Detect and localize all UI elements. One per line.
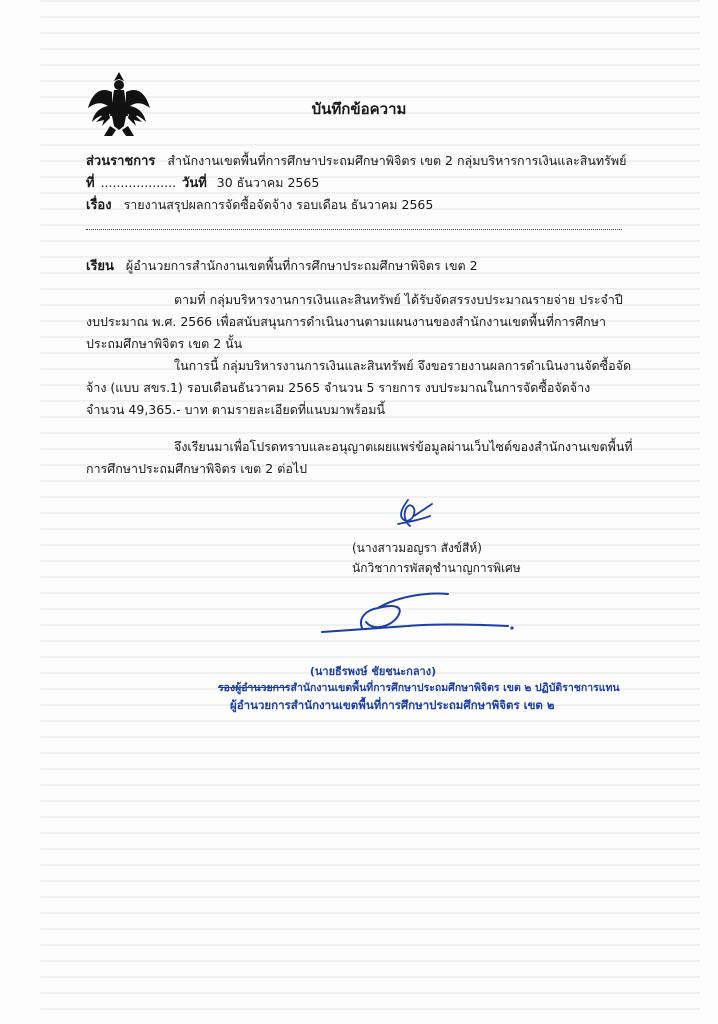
signature-1-icon xyxy=(388,494,438,532)
memo-title: บันทึกข้อความ xyxy=(311,100,407,118)
signer-2-name: (นายธีรพงษ์ ชัยชนะกลาง) xyxy=(309,665,437,678)
signature-2-icon xyxy=(318,588,518,640)
paragraph-closing xyxy=(86,436,646,480)
to-value: ผู้อำนวยการสำนักงานเขตพื้นที่การศึกษาประถมศึกษาพิจิตร เขต 2 xyxy=(125,258,478,273)
signer-1-position: นักวิชาการพัสดุชำนาญการพิเศษ xyxy=(352,561,521,575)
signer-2-position-2: ผู้อำนวยการสำนักงานเขตพื้นที่การศึกษาประถมศึกษาพิจิตร เขต ๒ xyxy=(230,698,555,712)
agency-value: สำนักงานเขตพื้นที่การศึกษาประถมศึกษาพิจิตร เขต 2 กลุ่มบริหารการเงินและสินทรัพย์ xyxy=(167,153,627,168)
subject-value: รายงานสรุปผลการจัดซื้อจัดจ้าง รอบเดือน ธันวาคม 2565 xyxy=(123,197,434,212)
reference-line xyxy=(86,172,319,193)
p2-line2: จ้าง (แบบ สขร.1) รอบเดือนธันวาคม 2565 จำนวน 5 รายการ งบประมาณในการจัดซื้อจัดจ้าง xyxy=(86,380,591,395)
ref-value: ................... xyxy=(100,175,177,190)
date-label: วันที่ xyxy=(182,176,207,191)
signer-2-underline xyxy=(218,687,288,688)
signer-2-position-1: รองผู้อำนวยการสำนักงานเขตพื้นที่การศึกษาประถมศึกษาพิจิตร เขต ๒ ปฏิบัติราชการแทน xyxy=(218,682,620,694)
to-label: เรียน xyxy=(86,259,114,274)
addressee-line xyxy=(86,255,478,276)
signer-2-block xyxy=(218,663,620,714)
p1-line2: งบประมาณ พ.ศ. 2566 เพื่อสนับสนุนการดำเนินงานตามแผนงานของสำนักงานเขตพื้นที่การศึกษา xyxy=(86,314,607,329)
agency-line xyxy=(86,150,626,171)
p1-line3: ประถมศึกษาพิจิตร เขต 2 นั้น xyxy=(86,336,243,351)
p2-line3: จำนวน 49,365.- บาท ตามรายละเอียดที่แนบมาพร้อมนี้ xyxy=(86,402,386,417)
subject-label: เรื่อง xyxy=(86,198,112,213)
p3-line2: การศึกษาประถมศึกษาพิจิตร เขต 2 ต่อไป xyxy=(86,461,308,476)
signer-1-block xyxy=(352,538,521,578)
subject-line xyxy=(86,194,433,215)
p1-line1: ตามที่ กลุ่มบริหารงานการเงินและสินทรัพย์ ได้รับจัดสรรงบประมาณรายจ่าย ประจำปี xyxy=(174,292,623,307)
signer-1-name: (นางสาวมอญรา สังข์สีห์) xyxy=(352,541,482,555)
p3-line1: จึงเรียนมาเพื่อโปรดทราบและอนุญาตเผยแพร่ข้อมูลผ่านเว็บไซต์ของสำนักงานเขตพื้นที่ xyxy=(174,439,633,454)
paragraph-background xyxy=(86,289,646,355)
ref-label: ที่ xyxy=(86,176,95,191)
header-divider xyxy=(86,229,622,230)
p2-line1: ในการนี้ กลุ่มบริหารงานการเงินและสินทรัพย์ จึงขอรายงานผลการดำเนินงานจัดซื้อจัด xyxy=(174,358,632,373)
agency-label: ส่วนราชการ xyxy=(86,154,156,169)
date-value: 30 ธันวาคม 2565 xyxy=(216,175,320,190)
paragraph-action xyxy=(86,355,646,421)
